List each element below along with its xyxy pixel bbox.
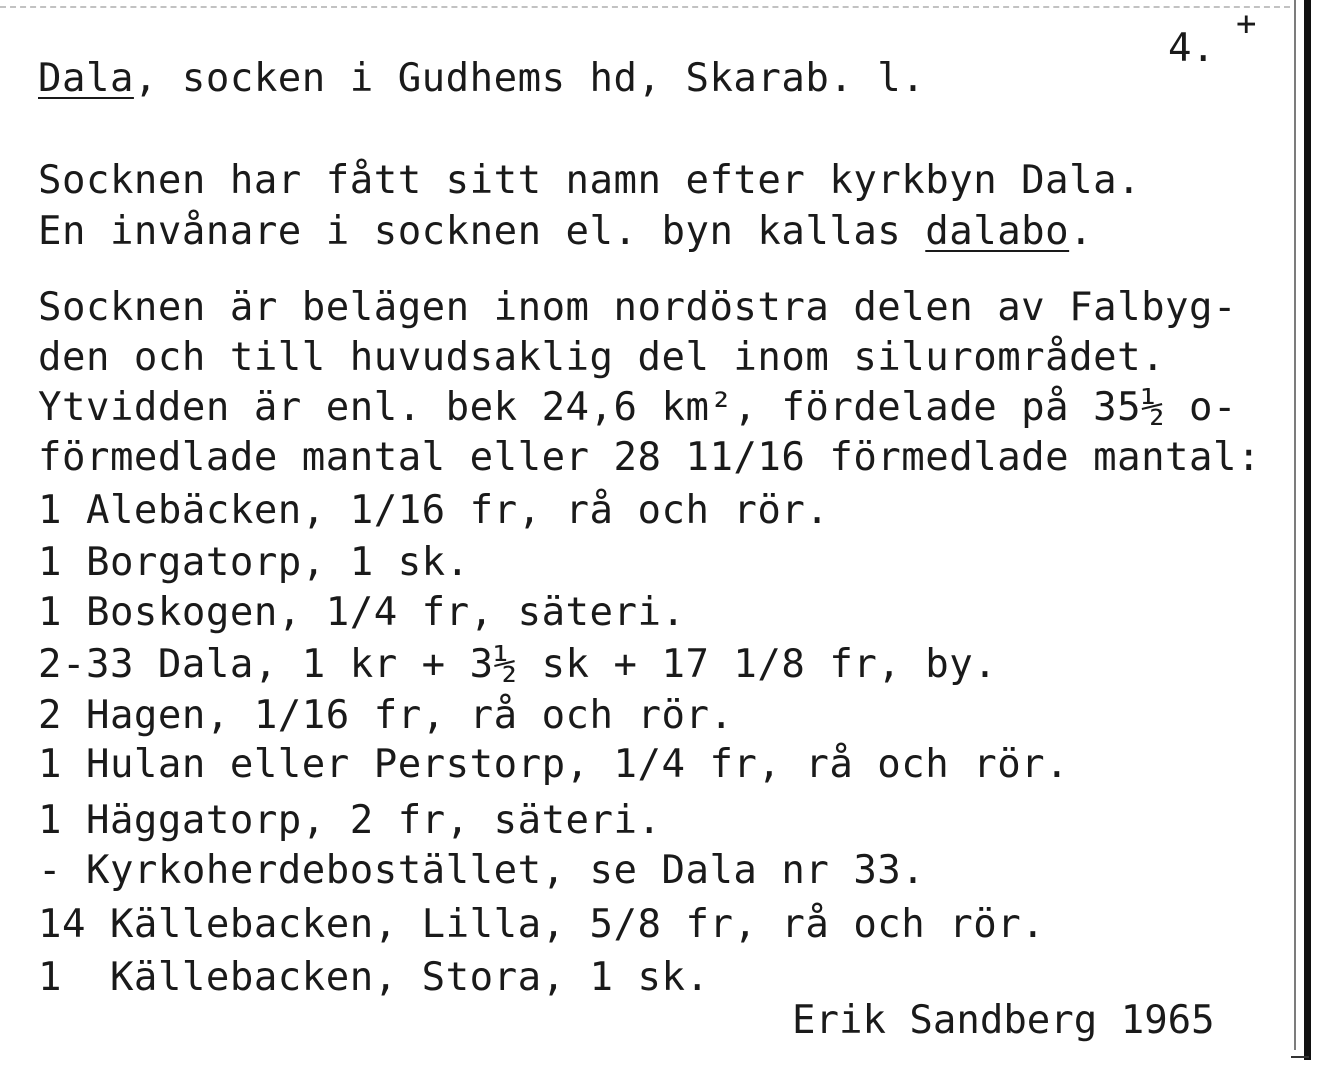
scan-edge-top: [0, 6, 1290, 8]
naming-line-2-end: .: [1069, 209, 1094, 254]
entry-line: 2-33 Dala, 1 kr + 3½ sk + 17 1/8 fr, by.: [38, 642, 998, 687]
page-number: 4.: [1168, 26, 1215, 71]
entry-line: 1 Källebacken, Stora, 1 sk.: [38, 955, 710, 1000]
corner-plus-mark: +: [1236, 4, 1257, 44]
entry-line: 1 Alebäcken, 1/16 fr, rå och rör.: [38, 488, 830, 533]
description-line: Socknen är belägen inom nordöstra delen av Falbyg-: [38, 285, 1237, 330]
scan-edge-right: [1304, 0, 1311, 1060]
entry-line: 14 Källebacken, Lilla, 5/8 fr, rå och rör.: [38, 902, 1046, 947]
parish-name: Dala: [38, 56, 134, 101]
naming-line-2-text: En invånare i socknen el. byn kallas: [38, 209, 926, 254]
heading-rest: , socken i Gudhems hd, Skarab. l.: [133, 56, 926, 101]
description-line: Ytvidden är enl. bek 24,6 km², fördelade på 35½ o-: [38, 385, 1237, 430]
entry-line: 1 Häggatorp, 2 fr, säteri.: [38, 798, 662, 843]
entry-line: 2 Hagen, 1/16 fr, rå och rör.: [38, 693, 734, 738]
description-line: förmedlade mantal eller 28 11/16 förmedlade mantal:: [38, 435, 1261, 480]
entry-line: - Kyrkoherdebostället, se Dala nr 33.: [38, 848, 926, 893]
entry-line: 1 Boskogen, 1/4 fr, säteri.: [38, 590, 686, 635]
entry-line: 1 Hulan eller Perstorp, 1/4 fr, rå och rör.: [38, 742, 1070, 787]
naming-line-1: Socknen har fått sitt namn efter kyrkbyn Dala.: [38, 158, 1142, 203]
inhabitant-term: dalabo: [925, 209, 1070, 254]
scan-edge-bottom-tick: [1291, 1056, 1309, 1058]
scan-edge-right-thin: [1294, 0, 1296, 1050]
description-line: den och till huvudsaklig del inom silurområdet.: [38, 335, 1166, 380]
naming-line-2: [38, 209, 1093, 255]
author-signature: Erik Sandberg 1965: [792, 998, 1215, 1043]
entry-line: 1 Borgatorp, 1 sk.: [38, 540, 470, 585]
heading-line: [38, 56, 925, 102]
